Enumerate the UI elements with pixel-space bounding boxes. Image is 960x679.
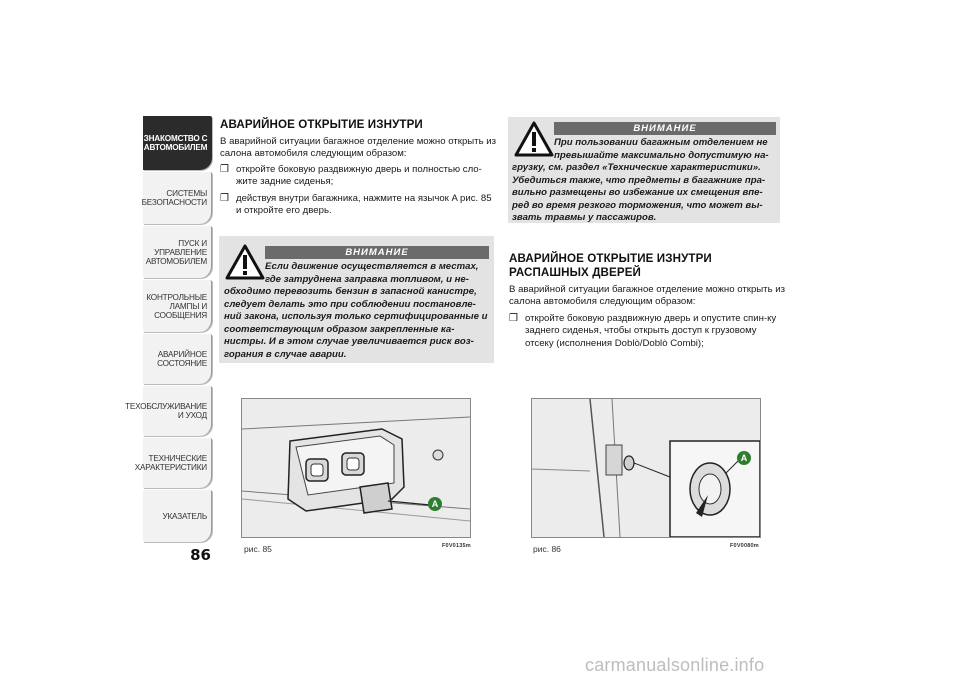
figure-caption: рис. 85 xyxy=(244,544,272,554)
figure-code: F0V0135m xyxy=(442,543,471,549)
intro-paragraph: В аварийной ситуации багажное отделение можно открыть из салона автомобиля следующим образом: xyxy=(220,136,496,160)
warning-box xyxy=(219,236,494,363)
figure-85-lock xyxy=(241,398,471,538)
tab-intro[interactable]: ЗНАКОМСТВО С АВТОМОБИЛЕМ xyxy=(143,116,212,170)
intro-paragraph: В аварийной ситуации багажное отделение можно открыть из салона автомобиля следующим образом: xyxy=(509,284,785,308)
warning-triangle-icon xyxy=(514,121,554,157)
figure-code: F0V0080m xyxy=(730,543,759,549)
warning-text: грузку, см. раздел «Технические характеристики». Убедиться также, что предметы в багажнике пра-вильно размещены во избежание их смещения впе-ред во время резкого торможения, что может вы-звать травмы у пассажиров. xyxy=(512,162,766,224)
warning-text-first: При пользовании багажным отделением не превышайте максимально допустимую на- xyxy=(554,137,769,161)
tab-warning-lights[interactable]: КОНТРОЛЬНЫЕ ЛАМПЫ И СООБЩЕНИЯ xyxy=(143,280,212,332)
warning-text-first: Если движение осуществляется в местах, где затруднена заправка топливом, и не- xyxy=(265,261,479,285)
callout-a: A xyxy=(428,497,442,511)
section-heading-inside-opening: АВАРИЙНОЕ ОТКРЫТИЕ ИЗНУТРИ xyxy=(220,118,423,131)
tab-index[interactable]: УКАЗАТЕЛЬ xyxy=(143,490,212,542)
list-item xyxy=(509,313,785,350)
warning-box-load xyxy=(508,117,780,223)
tab-maintenance[interactable]: ТЕХОБСЛУЖИВАНИЕ И УХОД xyxy=(143,386,212,436)
list-item-text: действуя внутри багажника, нажмите на язычок A рис. 85 и откройте его дверь. xyxy=(236,193,492,217)
tab-specifications[interactable]: ТЕХНИЧЕСКИЕ ХАРАКТЕРИСТИКИ xyxy=(143,438,212,488)
site-watermark: carmanualsonline.info xyxy=(585,655,765,675)
tab-safety[interactable]: СИСТЕМЫ БЕЗОПАСНОСТИ xyxy=(143,172,212,224)
list-item-text: откройте боковую раздвижную дверь и полностью сло-жите задние сиденья; xyxy=(236,164,482,188)
figure-caption: рис. 86 xyxy=(533,544,561,554)
list-item xyxy=(220,193,496,218)
page-number: 86 xyxy=(190,546,211,564)
tab-driving[interactable]: ПУСК И УПРАВЛЕНИЕ АВТОМОБИЛЕМ xyxy=(143,226,212,278)
section-heading-swing-doors: АВАРИЙНОЕ ОТКРЫТИЕ ИЗНУТРИ РАСПАШНЫХ ДВЕРЕЙ xyxy=(509,252,712,279)
bullet-box-icon: ❒ xyxy=(509,313,518,324)
bullet-box-icon: ❒ xyxy=(220,164,229,175)
callout-a: A xyxy=(737,451,751,465)
warning-title: ВНИМАНИЕ xyxy=(265,246,489,259)
bullet-box-icon: ❒ xyxy=(220,193,229,204)
warning-text: обходимо перевозить бензин в запасной канистре, следует делать это при соблюдении постановле-ний закона, используя только сертифицированные и соответствующим образом закрепленные ка-нистры. И в этом случае увеличивается риск воз-горания в случае аварии. xyxy=(224,286,488,360)
tailgate-lock-illustration xyxy=(242,399,470,537)
figure-86-swing-door xyxy=(531,398,761,538)
swing-door-illustration xyxy=(532,399,760,537)
warning-title: ВНИМАНИЕ xyxy=(554,122,776,135)
tab-emergency[interactable]: АВАРИЙНОЕ СОСТОЯНИЕ xyxy=(143,334,212,384)
warning-triangle-icon xyxy=(225,244,265,280)
list-item-text: откройте боковую раздвижную дверь и опустите спин-ку заднего сиденья, чтобы открыть доступ к грузовому отсеку (исполнения Doblò/Doblò Combi); xyxy=(525,313,777,349)
list-item xyxy=(220,164,496,189)
